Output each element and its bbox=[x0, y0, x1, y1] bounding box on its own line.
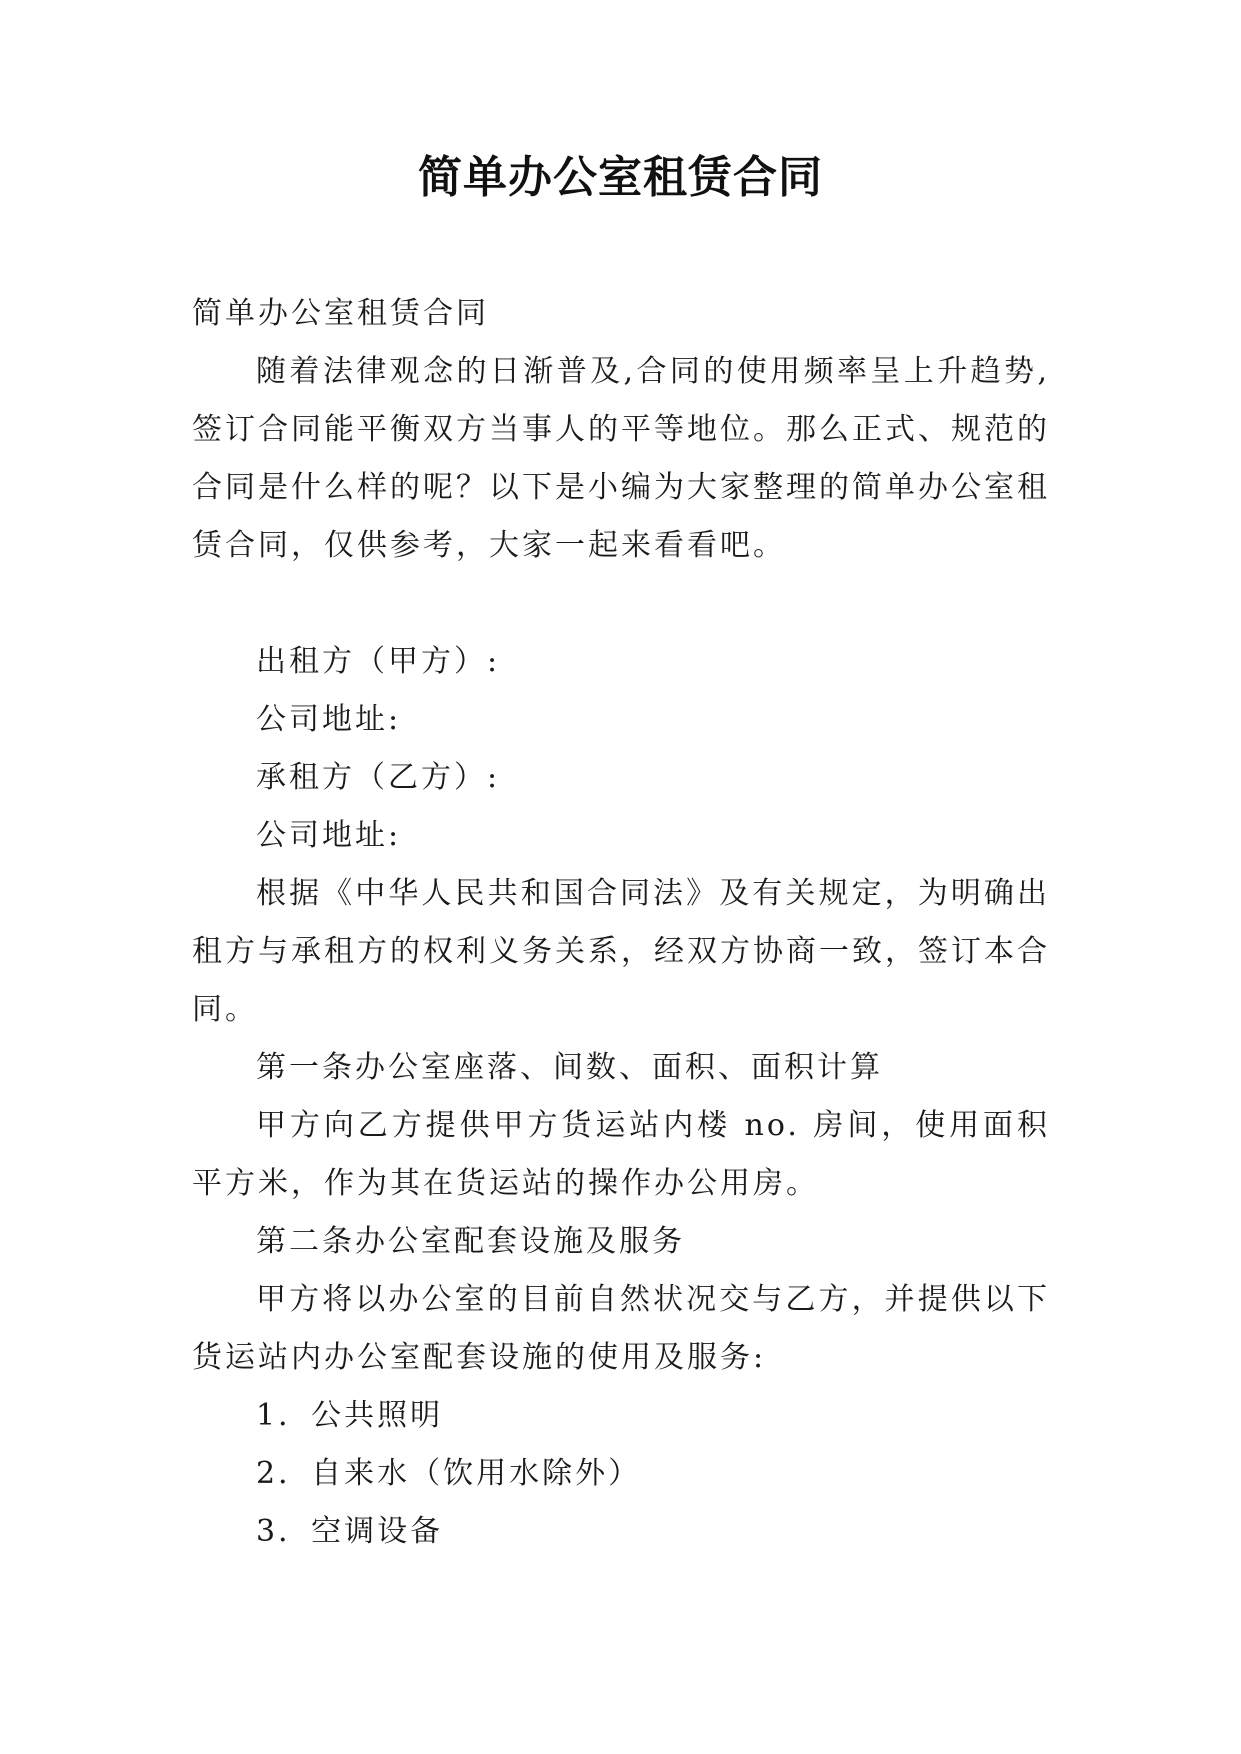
document-body bbox=[192, 285, 1050, 1561]
intro-paragraph: 随着法律观念的日渐普及,合同的使用频率呈上升趋势,签订合同能平衡双方当事人的平等地位。那么正式、规范的合同是什么样的呢？以下是小编为大家整理的简单办公室租赁合同，仅供参考，大家一起来看看吧。 bbox=[192, 354, 1050, 563]
lessor-line: 出租方（甲方）: bbox=[256, 644, 501, 679]
list-item-water: 2．自来水（饮用水除外） bbox=[256, 1456, 642, 1491]
document-subtitle: 简单办公室租赁合同 bbox=[192, 296, 489, 331]
article2-paragraph: 甲方将以办公室的目前自然状况交与乙方，并提供以下货运站内办公室配套设施的使用及服务: bbox=[192, 1282, 1050, 1375]
list-item-aircon: 3．空调设备 bbox=[256, 1514, 444, 1549]
list-item-lighting: 1．公共照明 bbox=[256, 1398, 444, 1433]
lessee-address-line: 公司地址: bbox=[256, 818, 402, 853]
article2-heading: 第二条办公室配套设施及服务 bbox=[256, 1224, 685, 1259]
preamble-paragraph: 根据《中华人民共和国合同法》及有关规定，为明确出租方与承租方的权利义务关系，经双方协商一致，签订本合同。 bbox=[192, 876, 1050, 1027]
paragraph-gap bbox=[192, 575, 1050, 633]
article1-paragraph: 甲方向乙方提供甲方货运站内楼 no. 房间，使用面积平方米，作为其在货运站的操作办公用房。 bbox=[192, 1108, 1050, 1201]
lessor-address-line: 公司地址: bbox=[256, 702, 402, 737]
article1-heading: 第一条办公室座落、间数、面积、面积计算 bbox=[256, 1050, 883, 1085]
lessee-line: 承租方（乙方）: bbox=[256, 760, 501, 795]
document-title: 简单办公室租赁合同 bbox=[418, 152, 823, 203]
